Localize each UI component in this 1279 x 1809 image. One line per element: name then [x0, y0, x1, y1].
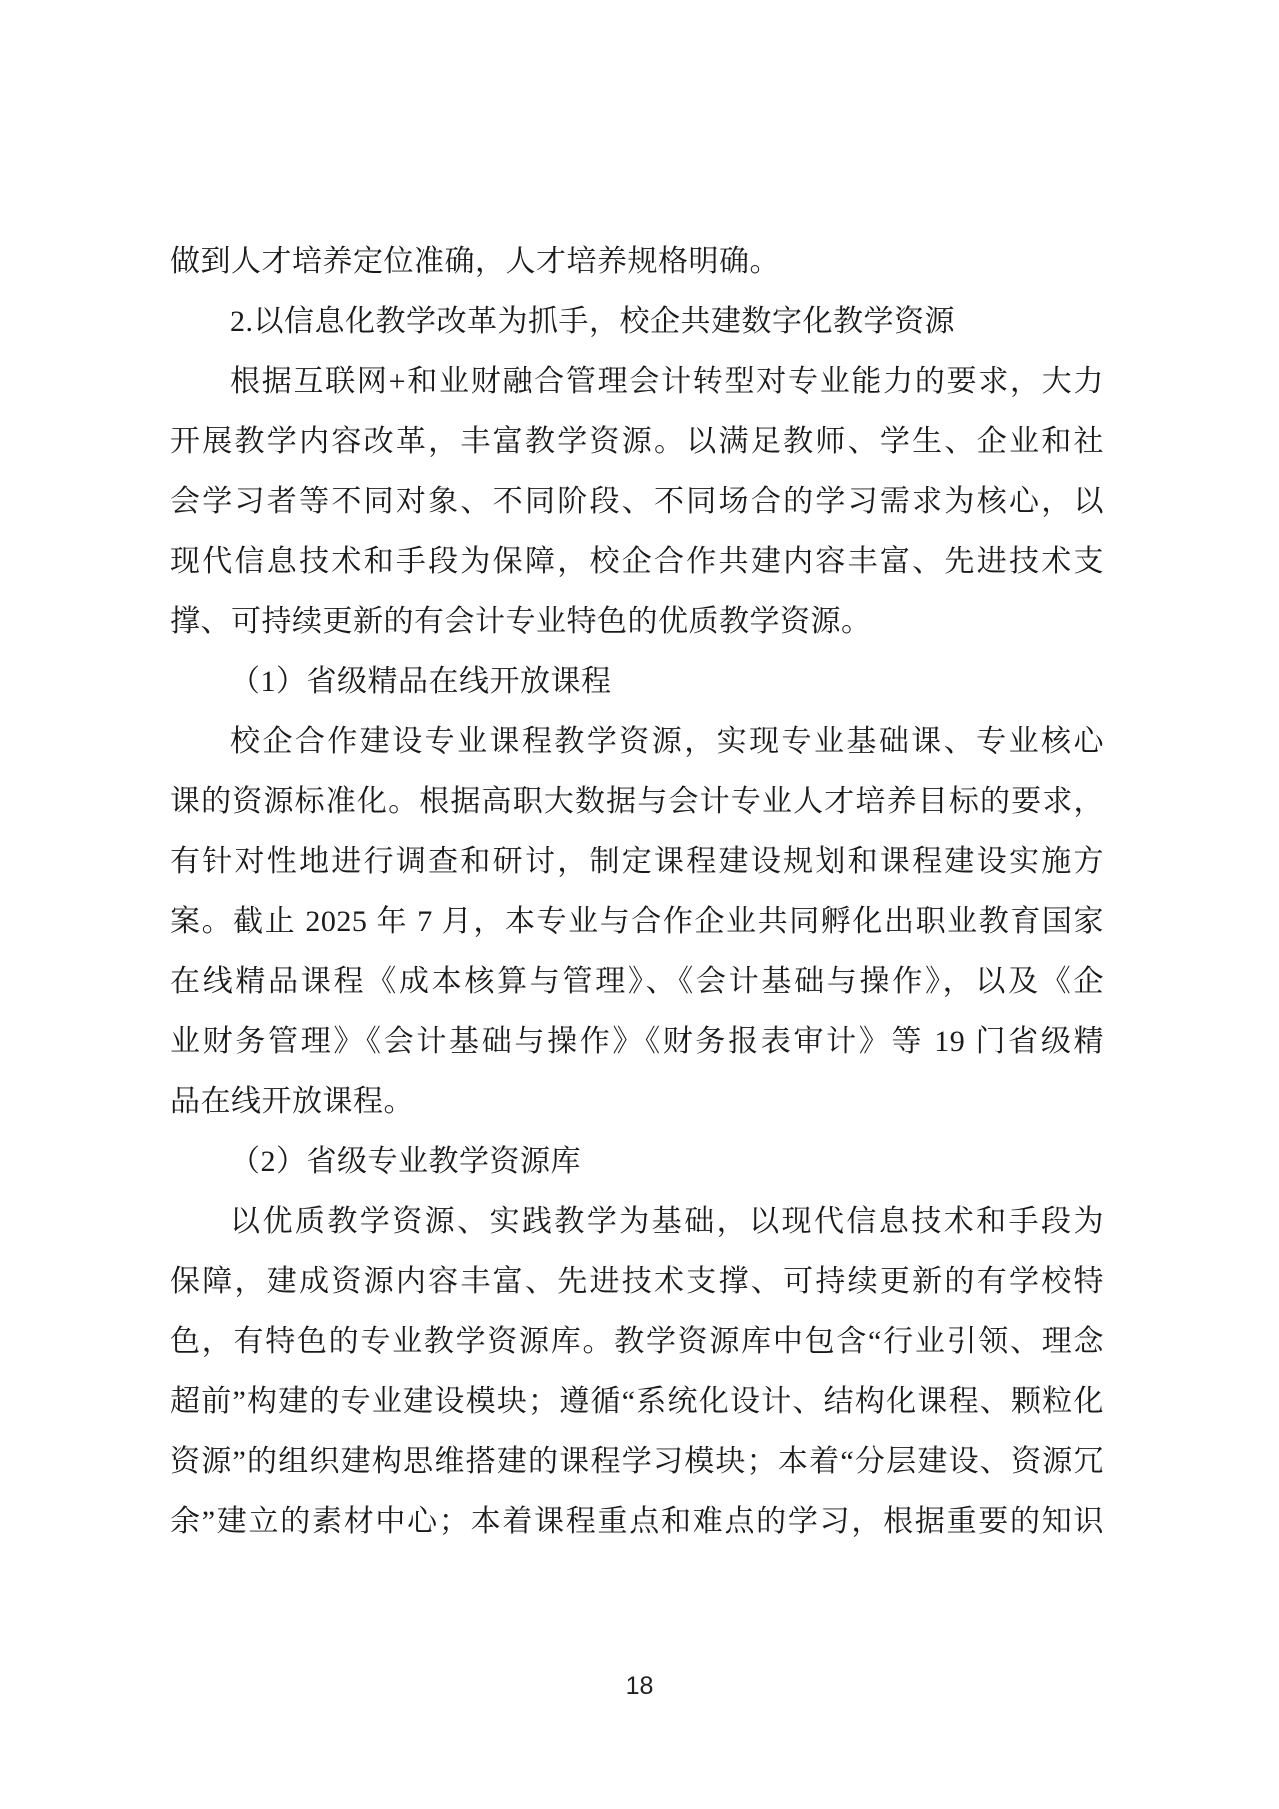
text-line: 保障，建成资源内容丰富、先进技术支撑、可持续更新的有学校特 [170, 1265, 1104, 1298]
text-line: 以优质教学资源、实践教学为基础，以现代信息技术和手段为 [230, 1205, 1104, 1238]
heading-sub-2 [170, 1132, 1104, 1192]
text-line: 根据互联网+和业财融合管理会计转型对专业能力的要求，大力 [230, 365, 1104, 398]
text-line: 资源”的组织建构思维搭建的课程学习模块；本着“分层建设、资源冗 [170, 1445, 1104, 1478]
para-online-open-courses [170, 712, 1104, 1132]
text-line: 有针对性地进行调查和研讨，制定课程建设规划和课程建设实施方 [170, 845, 1104, 878]
text-line: 色，有特色的专业教学资源库。教学资源库中包含“行业引领、理念 [170, 1325, 1104, 1358]
text-line: 品在线开放课程。 [170, 1085, 414, 1118]
heading-sub-1 [170, 652, 1104, 712]
para-teaching-resource-library [170, 1192, 1104, 1552]
heading-item-2 [170, 292, 1104, 352]
text-line: 校企合作建设专业课程教学资源，实现专业基础课、专业核心 [230, 725, 1104, 758]
text-line: 开展教学内容改革，丰富教学资源。以满足教师、学生、企业和社 [170, 425, 1104, 458]
text-line: 现代信息技术和手段为保障，校企合作共建内容丰富、先进技术支 [170, 545, 1104, 578]
text-line: 会学习者等不同对象、不同阶段、不同场合的学习需求为核心，以 [170, 485, 1104, 518]
text-line: （2）省级专业教学资源库 [230, 1145, 581, 1178]
text-line: 做到人才培养定位准确，人才培养规格明确。 [170, 245, 780, 278]
text-line: 撑、可持续更新的有会计专业特色的优质教学资源。 [170, 605, 872, 638]
text-line: 案。截止 2025 年 7 月，本专业与合作企业共同孵化出职业教育国家 [170, 905, 1104, 938]
text-line: 课的资源标准化。根据高职大数据与会计专业人才培养目标的要求， [170, 785, 1104, 818]
text-line: 超前”构建的专业建设模块；遵循“系统化设计、结构化课程、颗粒化 [170, 1385, 1104, 1418]
para-digital-teaching-resources [170, 352, 1104, 652]
text-line: 余”建立的素材中心；本着课程重点和难点的学习，根据重要的知识 [170, 1505, 1104, 1538]
text-block [170, 232, 1104, 1552]
text-line: 2.以信息化教学改革为抓手，校企共建数字化教学资源 [230, 305, 955, 338]
page-number: 18 [625, 1672, 654, 1700]
page-footer [0, 1672, 1279, 1701]
text-line: （1）省级精品在线开放课程 [230, 665, 612, 698]
text-line: 在线精品课程《成本核算与管理》、《会计基础与操作》，以及《企 [170, 965, 1104, 998]
text-line: 业财务管理》《会计基础与操作》《财务报表审计》等 19 门省级精 [170, 1025, 1104, 1058]
para-continuation [170, 232, 1104, 292]
